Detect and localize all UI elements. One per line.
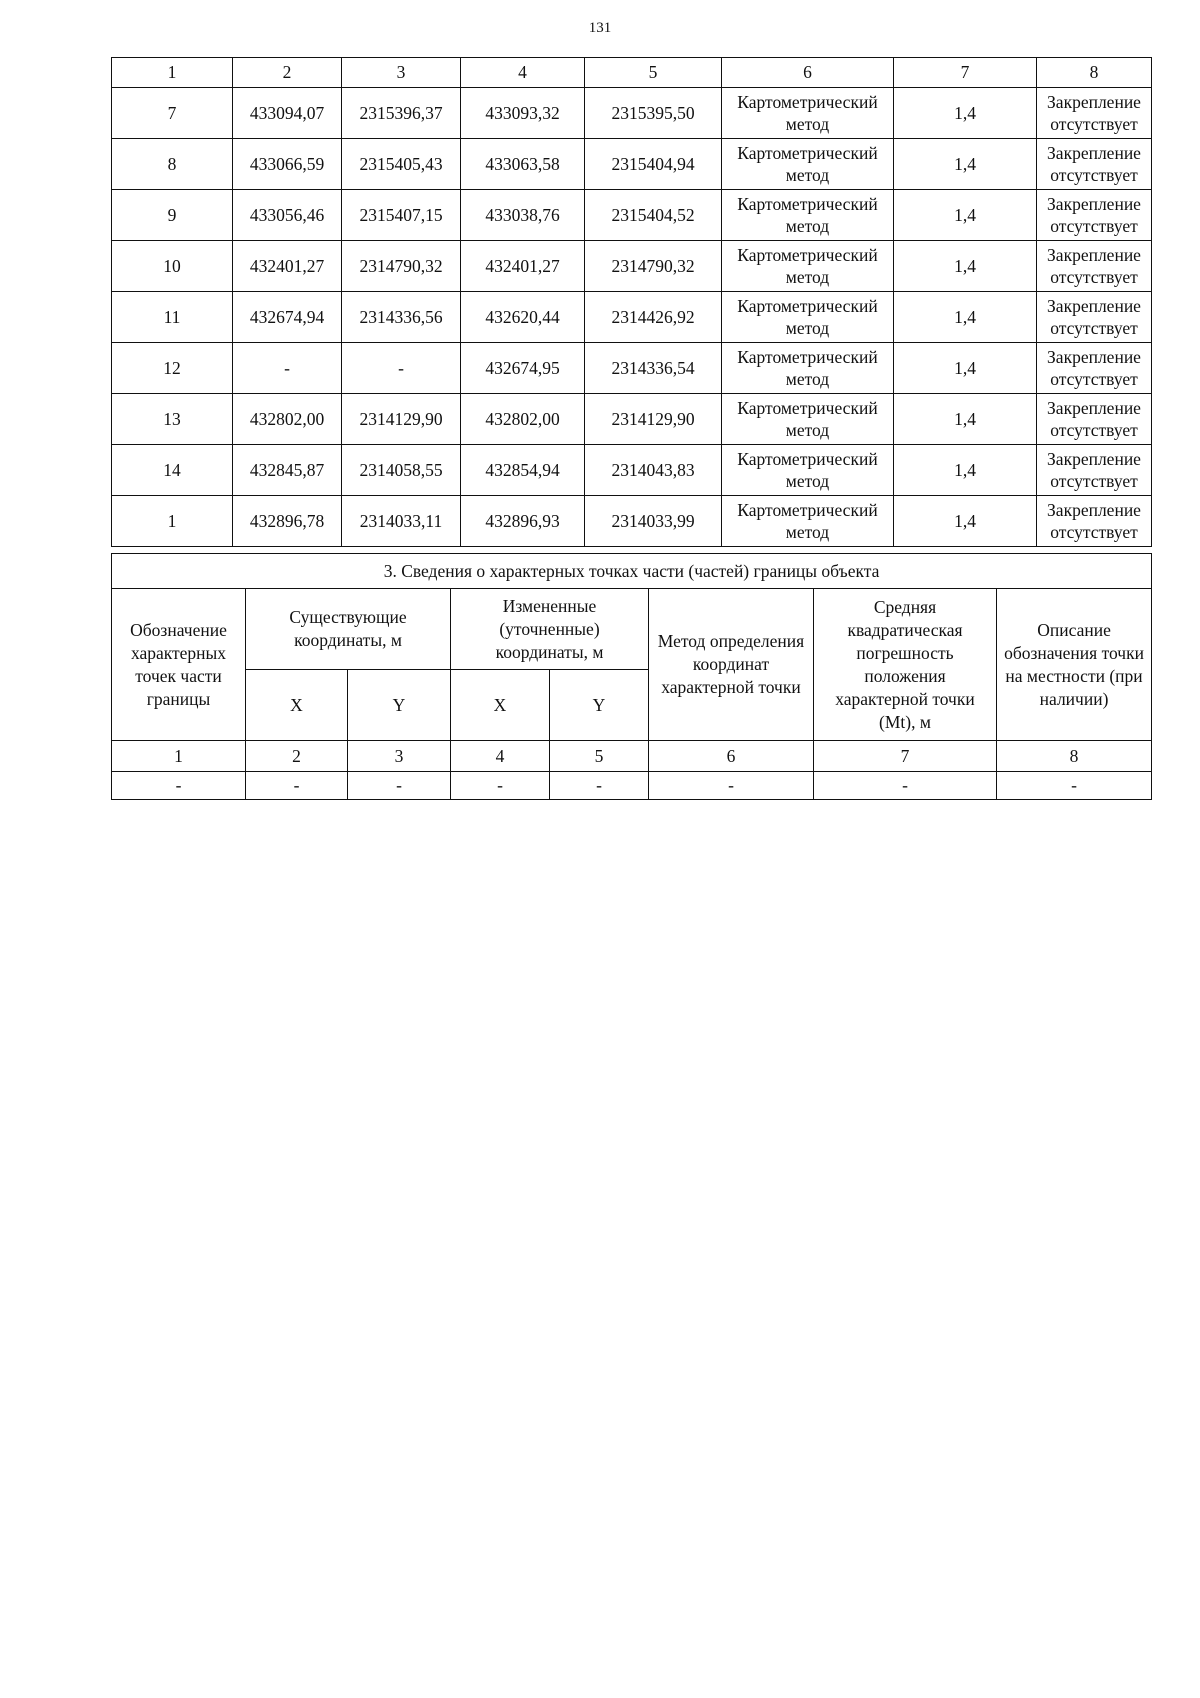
changed-x-cell: 432620,44 [461,292,585,343]
point-number-cell: 8 [112,139,233,190]
header-designation: Обозначение характерных точек части границы [112,589,246,741]
column-number: 2 [233,58,342,88]
column-number: 5 [585,58,722,88]
characteristic-points-table [111,57,1152,547]
existing-x-cell: 432674,94 [233,292,342,343]
column-number: 6 [722,58,894,88]
existing-x-cell: 432401,27 [233,241,342,292]
table-cell: - [246,772,348,800]
existing-y-cell: 2314058,55 [342,445,461,496]
changed-x-cell: 432854,94 [461,445,585,496]
header-changed-coords: Измененные (уточненные) координаты, м [451,589,649,670]
existing-x-cell: - [233,343,342,394]
existing-x-cell: 432896,78 [233,496,342,547]
table-row [112,88,1152,139]
table-row [112,139,1152,190]
mean-error-cell: 1,4 [894,139,1037,190]
column-number: 4 [461,58,585,88]
table-cell: - [451,772,550,800]
column-number: 7 [814,741,997,772]
existing-y-cell: 2314790,32 [342,241,461,292]
column-number: 5 [550,741,649,772]
existing-y-cell: - [342,343,461,394]
table-row [112,343,1152,394]
method-cell: Картометрический метод [722,190,894,241]
changed-y-cell: 2314129,90 [585,394,722,445]
existing-y-cell: 2315396,37 [342,88,461,139]
column-number: 6 [649,741,814,772]
header-x-changed: X [451,670,550,741]
column-number: 1 [112,58,233,88]
fixing-description-cell: Закрепление отсутствует [1037,445,1152,496]
existing-x-cell: 432845,87 [233,445,342,496]
existing-y-cell: 2315405,43 [342,139,461,190]
point-number-cell: 14 [112,445,233,496]
table-row [112,292,1152,343]
changed-y-cell: 2314043,83 [585,445,722,496]
table-row [112,241,1152,292]
changed-x-cell: 432802,00 [461,394,585,445]
table-row [112,190,1152,241]
method-cell: Картометрический метод [722,445,894,496]
point-number-cell: 12 [112,343,233,394]
section-title: 3. Сведения о характерных точках части (частей) границы объекта [112,554,1152,589]
fixing-description-cell: Закрепление отсутствует [1037,88,1152,139]
header-existing-coords: Существующие координаты, м [246,589,451,670]
table-row [112,445,1152,496]
changed-x-cell: 433038,76 [461,190,585,241]
page-number: 131 [588,20,612,36]
existing-x-cell: 433056,46 [233,190,342,241]
column-number: 3 [342,58,461,88]
changed-y-cell: 2314336,54 [585,343,722,394]
table-cell: - [814,772,997,800]
changed-y-cell: 2314033,99 [585,496,722,547]
fixing-description-cell: Закрепление отсутствует [1037,394,1152,445]
column-number: 1 [112,741,246,772]
point-number-cell: 11 [112,292,233,343]
column-number: 8 [997,741,1152,772]
table-cell: - [348,772,451,800]
point-number-cell: 10 [112,241,233,292]
changed-x-cell: 432674,95 [461,343,585,394]
point-number-cell: 9 [112,190,233,241]
table-row [112,496,1152,547]
changed-x-cell: 433063,58 [461,139,585,190]
column-number: 2 [246,741,348,772]
changed-x-cell: 432401,27 [461,241,585,292]
mean-error-cell: 1,4 [894,190,1037,241]
fixing-description-cell: Закрепление отсутствует [1037,292,1152,343]
header-description: Описание обозначения точки на местности (при наличии) [997,589,1152,741]
table-cell: - [997,772,1152,800]
method-cell: Картометрический метод [722,139,894,190]
existing-x-cell: 432802,00 [233,394,342,445]
method-cell: Картометрический метод [722,496,894,547]
method-cell: Картометрический метод [722,292,894,343]
mean-error-cell: 1,4 [894,445,1037,496]
header-row [112,589,1152,670]
table-row [112,394,1152,445]
existing-x-cell: 433094,07 [233,88,342,139]
mean-error-cell: 1,4 [894,394,1037,445]
header-x-existing: X [246,670,348,741]
column-number: 7 [894,58,1037,88]
existing-y-cell: 2314129,90 [342,394,461,445]
header-method: Метод определения координат характерной точки [649,589,814,741]
mean-error-cell: 1,4 [894,292,1037,343]
fixing-description-cell: Закрепление отсутствует [1037,496,1152,547]
header-y-changed: Y [550,670,649,741]
table-row [112,772,1152,800]
changed-x-cell: 432896,93 [461,496,585,547]
header-y-existing: Y [348,670,451,741]
method-cell: Картометрический метод [722,394,894,445]
changed-y-cell: 2315395,50 [585,88,722,139]
part-boundary-points-table [111,553,1152,800]
mean-error-cell: 1,4 [894,241,1037,292]
column-number: 4 [451,741,550,772]
mean-error-cell: 1,4 [894,343,1037,394]
changed-y-cell: 2315404,94 [585,139,722,190]
method-cell: Картометрический метод [722,88,894,139]
table-cell: - [649,772,814,800]
fixing-description-cell: Закрепление отсутствует [1037,241,1152,292]
table-cell: - [112,772,246,800]
method-cell: Картометрический метод [722,343,894,394]
fixing-description-cell: Закрепление отсутствует [1037,190,1152,241]
column-number: 3 [348,741,451,772]
point-number-cell: 7 [112,88,233,139]
mean-error-cell: 1,4 [894,88,1037,139]
fixing-description-cell: Закрепление отсутствует [1037,343,1152,394]
existing-y-cell: 2314033,11 [342,496,461,547]
changed-y-cell: 2314426,92 [585,292,722,343]
changed-y-cell: 2315404,52 [585,190,722,241]
existing-y-cell: 2315407,15 [342,190,461,241]
section-title-row [112,554,1152,589]
column-number-row [112,741,1152,772]
table-cell: - [550,772,649,800]
changed-x-cell: 433093,32 [461,88,585,139]
fixing-description-cell: Закрепление отсутствует [1037,139,1152,190]
existing-y-cell: 2314336,56 [342,292,461,343]
existing-x-cell: 433066,59 [233,139,342,190]
column-number: 8 [1037,58,1152,88]
point-number-cell: 1 [112,496,233,547]
point-number-cell: 13 [112,394,233,445]
header-mean-error: Средняя квадратическая погрешность положения характерной точки (Mt), м [814,589,997,741]
mean-error-cell: 1,4 [894,496,1037,547]
method-cell: Картометрический метод [722,241,894,292]
changed-y-cell: 2314790,32 [585,241,722,292]
column-number-row [112,58,1152,88]
